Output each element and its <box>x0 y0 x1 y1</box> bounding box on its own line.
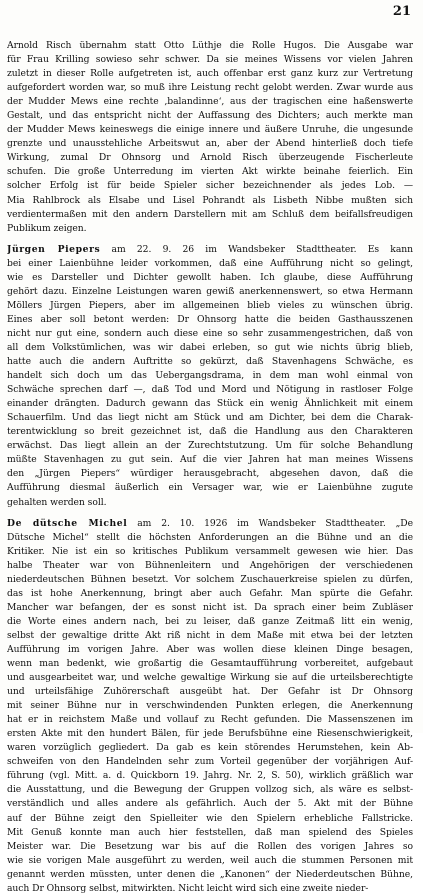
text-line: wenn man bedenkt, wie großartig die Gesamtaufführung vorbereitet, aufgebaut <box>7 658 413 670</box>
paragraph-gap <box>7 236 413 243</box>
text-line: Schauerfilm. Und das liegt nicht am Stück und am Dichter, bei dem die Charak- <box>7 412 413 424</box>
text-line: erwächst. Das liegt allein an der Zurechtstutzung. Um für solche Behandlung <box>7 440 413 452</box>
text-line: müßte Stavenhagen zu gut sein. Auf die vier Jahren hat man meines Wissens <box>7 454 413 466</box>
text-line: hat er in reichstem Maße und vollauf zu Recht gefunden. Die Massenszenen im <box>7 714 413 726</box>
text-line: gehalten werden soll. <box>7 496 107 508</box>
text-line: hatte auch die andern Auftritte so gekürzt, daß Stavenhagens Schwäche, es <box>7 356 413 368</box>
text-line: führung (vgl. Mitt. a. d. Quickborn 19. Jahrg. Nr. 2, S. 50), wirklich gräßlich war <box>7 770 413 782</box>
text-line: Mit Genuß konnte man auch hier feststellen, daß man spielend des Spieles <box>7 826 413 838</box>
text-line: solcher Erfolg ist für beide Spieler sicher bezeichnender als jedes Lob. — <box>7 180 413 192</box>
text-line: Gestalt, und das entspricht nicht der Auffassung des Dichters; auch merkte man <box>7 110 413 122</box>
text-line: selbst der gewaltige dritte Akt riß nicht in dem Maße mit etwa bei der letzten <box>7 629 413 641</box>
text-line: gehört dazu. Einzelne Leistungen waren gewiß anerkennenswert, so etwa Hermann <box>7 285 413 297</box>
text-line <box>7 517 413 531</box>
text-line: wie es Darsteller und Dichter gewollt haben. Ich glaube, diese Aufführung <box>7 271 413 283</box>
text-line: Mia Rahlbrock als Elsabe und Lisel Pohrandt als Lisbeth Nibbe mußten sich <box>7 194 413 206</box>
text-line: Arnold Risch übernahm statt Otto Lüthje die Rolle Hugos. Die Ausgabe war <box>7 40 413 51</box>
text-line: all dem Volkstümlichen, was wir dabei erleben, so gut wie nichts übrig blieb, <box>7 341 413 353</box>
text-line: handelt sich doch um das Uebergangsdrama, in dem man wohl einmal von <box>7 370 413 382</box>
text-line: Eines aber soll betont werden: Dr Ohnsorg hatte die beiden Gasthausszenen <box>7 313 413 325</box>
text-line: Aufführung im vorigen Jahre. Aber was wollen diese kleinen Dinge besagen, <box>7 643 413 655</box>
text-line: bei einer Laienbühne leider vorkommen, daß eine Aufführung nicht so gelingt, <box>7 257 413 269</box>
text-line: und ausgearbeitet war, und welche gewaltige Wirkung sie auf die urteilsberechtigte <box>7 672 413 684</box>
text-line: mit seiner Bühne nur in verschwindenden Punkten erlegen, die Anerkennung <box>7 700 413 712</box>
text-line: Aufführung diesmal äußerlich ein Versager war, wie er Laienbühne zugute <box>7 482 413 494</box>
text-line: schufen. Die große Unterredung im vierten Akt wirkte beinahe feierlich. Ein <box>7 166 413 178</box>
text-line: niederdeutschen Bühnen besetzt. Vor solchem Zuschauerkreise spielen zu dürfen, <box>7 573 413 585</box>
text-line: die Ausstattung, und die Bewegung der Gruppen vollzog sich, als wäre es selbst- <box>7 784 413 796</box>
text-line: grenzte und unausstehliche Arbeitswut an, aber der Abend hinterließ doch tiefe <box>7 138 413 150</box>
text-line: Meister war. Die Besetzung war bis auf die Rollen des vorigen Jahres so <box>7 840 413 852</box>
text-line: Publikum zeigen. <box>7 222 87 234</box>
text-line: waren vorzüglich gegliedert. Da gab es kein störendes Herumstehen, kein Ab- <box>7 742 413 754</box>
section-heading: De dütsche Michel <box>7 517 128 529</box>
text-line: nicht nur gut eine, sondern auch diese eine so sehr zusammengestrichen, daß von <box>7 327 413 339</box>
text-line: die Worte eines andern nach, bei zu leiser, daß ganze Zeitmaß litt ein wenig, <box>7 615 413 627</box>
text-line: wie sie vorigen Male ausgeführt zu werden, weil auch die stummen Personen mit <box>7 854 413 866</box>
text-line: terentwicklung so breit gezeichnet ist, daß die Handlung aus den Charakteren <box>7 426 413 438</box>
text-line-content: am 22. 9. 26 im Wandsbeker Stadttheater. Es kann <box>100 243 413 255</box>
text-line <box>7 243 413 257</box>
text-line: aufgefordert worden war, so muß ihre Leistung recht gelobt werden. Zwar wurde aus <box>7 82 413 94</box>
text-line: und urteilsfähige Zuhörerschaft ausgeübt hat. Der Gefahr ist Dr Ohnsorg <box>7 686 413 698</box>
text-line-content: am 2. 10. 1926 im Wandsbeker Stadttheater. „De <box>127 517 413 529</box>
text-line: der Mudder Mews eine rechte ‚balandinne‘, aus der tragischen eine haßenswerte <box>7 96 413 108</box>
text-line: Wirkung, zumal Dr Ohnsorg und Arnold Risch überzeugende Fischerleute <box>7 152 413 164</box>
text-line: zuletzt in dieser Rolle aufgetreten ist, auch offenbar erst ganz kurz zur Vertretung <box>7 68 413 80</box>
text-line: für Frau Krilling sowieso sehr schwer. Da sie meines Wissens vor vielen Jahren <box>7 54 413 66</box>
paragraph-gap <box>7 510 413 517</box>
text-line: ersten Akte mit den hundert Bälen, für jede Berufsbühne eine Riesenschwierigkeit, <box>7 728 413 740</box>
text-line: Schwäche sprechen darf —, daß Tod und Mord und Nötigung in rastloser Folge <box>7 384 413 396</box>
text-line: einander drängten. Dadurch gewann das Stück ein wenig Ähnlichkeit mit einem <box>7 398 413 410</box>
text-line: der Mudder Mews keineswegs die einige innere und äußere Unruhe, die ungesunde <box>7 124 413 136</box>
text-line: verständlich und alles andere als gefährlich. Auch der 5. Akt mit der Bühne <box>7 798 413 810</box>
text-line: Dütsche Michel“ stellt die höchsten Anforderungen an die Bühne und an die <box>7 531 413 543</box>
text-line: Mancher war befangen, der es sonst nicht ist. Da sprach einer beim Zubläser <box>7 601 413 613</box>
text-line: halbe Theater war von Bühnenleitern und Angehörigen der verschiedenen <box>7 559 413 571</box>
section-heading: Jürgen Piepers <box>7 243 101 255</box>
text-line: Kritiker. Nie ist ein so kritisches Publikum versammelt gewesen wie hier. Das <box>7 545 413 557</box>
text-line: Möllers Jürgen Piepers, aber im allgemeinen blieb vieles zu wünschen übrig. <box>7 299 413 311</box>
page-number: 21 <box>392 4 411 19</box>
text-line: auch Dr Ohnsorg selbst, mitwirkten. Nicht leicht wird sich eine zweite nieder- <box>7 882 369 894</box>
body-text <box>7 39 413 896</box>
text-line: auf der Bühne zeigt den Spielleiter wie den Spielern erhebliche Fallstricke. <box>7 812 413 824</box>
text-line: verdientermaßen mit den andern Darstellern mit am Schluß dem beifallsfreudigen <box>7 208 413 220</box>
text-line: schweifen von den Handelnden sehr zum Vorteil gegenüber der vorjährigen Auf- <box>7 756 413 768</box>
text-line: das ist hohe Anerkennung, bringt aber auch Gefahr. Man spürte die Gefahr. <box>7 587 413 599</box>
text-line: den „Jürgen Piepers“ würdiger herausgebracht, abgesehen davon, daß die <box>7 468 413 480</box>
text-line: genannt werden müssten, unter denen die „Kanonen“ der Niederdeutschen Bühne, <box>7 868 413 880</box>
